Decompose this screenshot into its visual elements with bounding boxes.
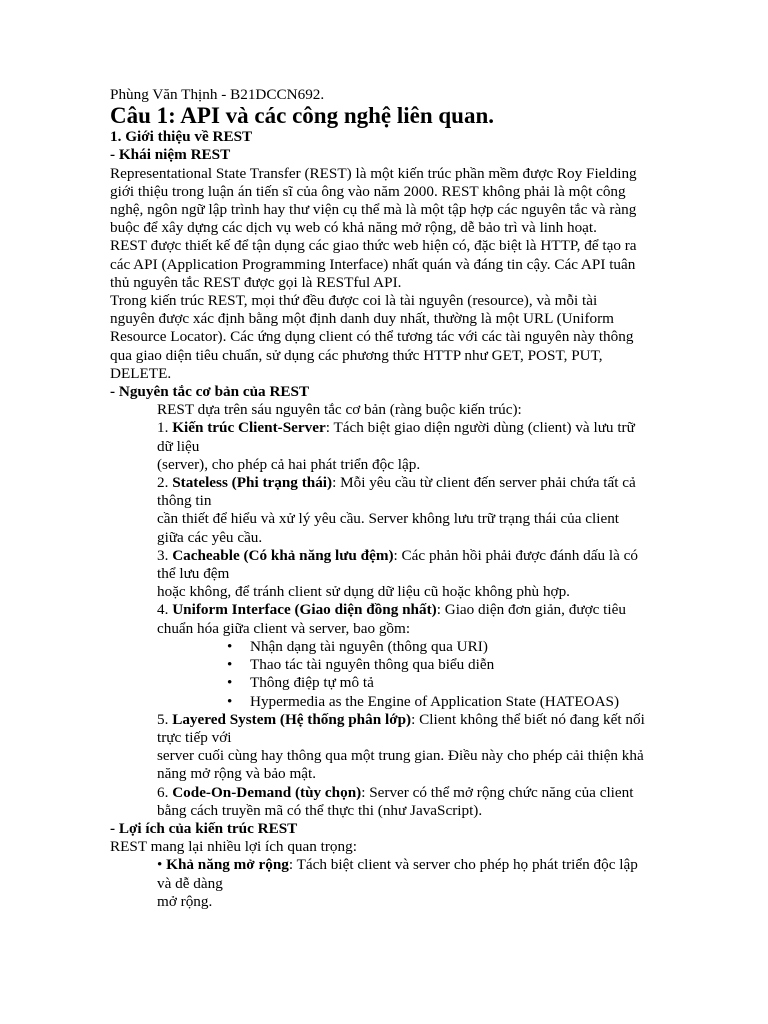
- document-body: [110, 86, 702, 911]
- list-item: [110, 656, 702, 674]
- text-line: (server), cho phép cả hai phát triển độc lập.: [157, 455, 421, 473]
- bullet-icon: •: [227, 656, 233, 674]
- principle-title: Layered System (Hệ thống phân lớp): [172, 710, 412, 728]
- principle-4: [110, 601, 702, 619]
- text-line: thể lưu đệm: [157, 565, 230, 583]
- author-line: Phùng Văn Thịnh - B21DCCN692.: [110, 86, 325, 103]
- principle-number: 1.: [157, 419, 173, 437]
- principle-text: : Các phản hồi phải được đánh dấu là có: [393, 546, 638, 564]
- text-line: Resource Locator). Các ứng dụng client có thể tương tác với các tài nguyên này thông: [110, 328, 634, 346]
- principle-number: 4.: [157, 601, 173, 619]
- principle-title: Stateless (Phi trạng thái): [172, 474, 333, 492]
- text-line: dữ liệu: [157, 437, 200, 455]
- principle-title: Code-On-Demand (tùy chọn): [172, 783, 362, 801]
- page-title: Câu 1: API và các công nghệ liên quan.: [110, 103, 495, 129]
- text-line: Trong kiến trúc REST, mọi thứ đều được coi là tài nguyên (resource), và mỗi tài: [110, 292, 598, 310]
- principle-number: 3.: [157, 546, 173, 564]
- principle-title: Uniform Interface (Giao diện đồng nhất): [172, 601, 437, 619]
- paragraph-rest-definition: [110, 165, 702, 292]
- bullet-icon: •: [227, 692, 233, 710]
- benefit-text: : Tách biệt client và server cho phép họ phát triển độc lập: [288, 856, 638, 874]
- text-line: buộc để xây dựng các dịch vụ web có khả năng mở rộng, dễ bảo trì và linh hoạt.: [110, 219, 597, 237]
- principle-text: : Client không thể biết nó đang kết nối: [411, 710, 645, 728]
- section-heading: 1. Giới thiệu về REST: [110, 128, 253, 146]
- subsection-heading: - Khái niệm REST: [110, 146, 231, 164]
- subsection-heading: - Nguyên tắc cơ bản của REST: [110, 383, 310, 401]
- text-line: năng mở rộng và bảo mật.: [157, 765, 317, 783]
- text-line: qua giao diện tiêu chuẩn, sử dụng các phương thức HTTP như GET, POST, PUT,: [110, 346, 603, 364]
- principle-2: [110, 474, 702, 492]
- text-line: các API (Application Programming Interface) nhất quán và đáng tin cậy. Các API tuân: [110, 255, 636, 273]
- text-line: và dễ dàng: [157, 874, 223, 892]
- text-line: Representational State Transfer (REST) là một kiến trúc phần mềm được Roy Fielding: [110, 164, 637, 182]
- benefit-title: Khả năng mở rộng: [166, 856, 289, 874]
- benefits-intro: REST mang lại nhiều lợi ích quan trọng:: [110, 838, 357, 856]
- text-line: giới thiệu trong luận án tiến sĩ của ông vào năm 2000. REST không phải là một công: [110, 182, 626, 200]
- text-line: REST được thiết kế để tận dụng các giao thức web hiện có, đặc biệt là HTTP, để tạo ra: [110, 237, 637, 255]
- text-line: thông tin: [157, 492, 212, 510]
- text-line: mở rộng.: [157, 892, 213, 910]
- paragraph-resources: [110, 292, 702, 383]
- principle-number: 2.: [157, 474, 173, 492]
- principle-number: 5.: [157, 710, 173, 728]
- text-line: nguyên được xác định bằng một định danh duy nhất, thường là một URL (Uniform: [110, 310, 614, 328]
- principle-text: : Giao diện đơn giản, được tiêu: [436, 601, 626, 619]
- list-item: [110, 674, 702, 692]
- text-line: trực tiếp với: [157, 728, 232, 746]
- principle-text: : Server có thể mở rộng chức năng của client: [361, 783, 634, 801]
- text-line: nghệ, ngôn ngữ lập trình hay thư viện cụ thể mà là một tập hợp các nguyên tắc và ràng: [110, 201, 637, 219]
- principles-intro: REST dựa trên sáu nguyên tắc cơ bản (ràng buộc kiến trúc):: [157, 401, 522, 419]
- list-item-text: Thông điệp tự mô tả: [250, 674, 374, 692]
- list-item: [110, 638, 702, 656]
- text-line: thủ nguyên tắc REST được gọi là RESTful API.: [110, 273, 402, 291]
- principle-6: [110, 784, 702, 802]
- bullet-icon: •: [227, 674, 233, 692]
- text-line: giữa các yêu cầu.: [157, 528, 263, 546]
- bullet-icon: •: [227, 637, 233, 655]
- benefit-1: [110, 856, 702, 874]
- principle-title: Kiến trúc Client-Server: [172, 419, 326, 437]
- list-item-text: Nhận dạng tài nguyên (thông qua URI): [250, 637, 488, 655]
- principle-number: 6.: [157, 783, 173, 801]
- text-line: server cuối cùng hay thông qua một trung gian. Điều này cho phép cải thiện khả: [157, 747, 644, 765]
- principle-5: [110, 711, 702, 729]
- text-line: chuẩn hóa giữa client và server, bao gồm:: [157, 619, 411, 637]
- list-item: [110, 693, 702, 711]
- bullet-icon: •: [157, 856, 167, 874]
- principle-3: [110, 547, 702, 565]
- text-line: bằng cách truyền mã có thể thực thi (như JavaScript).: [157, 801, 483, 819]
- list-item-text: Hypermedia as the Engine of Application State (HATEOAS): [250, 692, 620, 710]
- bullet-list: [110, 638, 702, 711]
- principle-1: [110, 419, 702, 437]
- principle-text: : Mỗi yêu cầu từ client đến server phải chứa tất cả: [332, 474, 636, 492]
- text-line: hoặc không, để tránh client sử dụng dữ liệu cũ hoặc không phù hợp.: [157, 583, 570, 601]
- subsection-heading: - Lợi ích của kiến trúc REST: [110, 819, 298, 837]
- text-line: cần thiết để hiểu và xử lý yêu cầu. Server không lưu trữ trạng thái của client: [157, 510, 620, 528]
- principle-title: Cacheable (Có khả năng lưu đệm): [172, 546, 394, 564]
- text-line: DELETE.: [110, 364, 172, 382]
- list-item-text: Thao tác tài nguyên thông qua biểu diễn: [250, 656, 495, 674]
- principle-text: : Tách biệt giao diện người dùng (client) và lưu trữ: [325, 419, 635, 437]
